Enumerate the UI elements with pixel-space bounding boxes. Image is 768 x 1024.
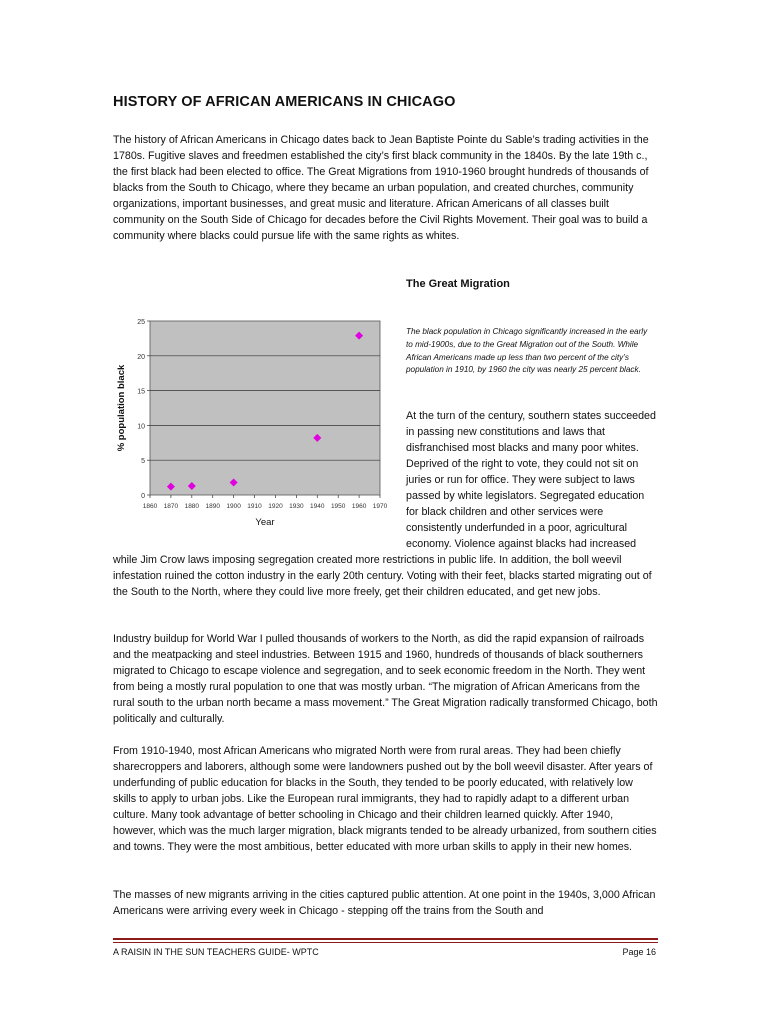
intro-paragraph: The history of African Americans in Chicago dates back to Jean Baptiste Pointe du Sable’s trading activities in the 1780s. Fugitive slaves and freedmen established the city’s first black community in the 1840s. By the late 19th c., the first black had been elected to office. The Great Migrations from 1910-1960 brought hundreds of thousands of blacks from the South to Chicago, where they became an urban population, and created churches, community organizations, important businesses, and great music and literature. African Americans of all classes built community on the South Side of Chicago for decades before the Civil Rights Movement. Their goal was to build a community where blacks could pursue life with the same rights as whites. [113,134,649,242]
paragraph-masses: The masses of new migrants arriving in the cities captured public attention. At one point in the 1940s, 3,000 African Americans were arriving every week in Chicago - stepping off the trains from the South and [113,889,656,917]
y-tick-label: 15 [137,388,145,396]
paragraph-rural-migrants: From 1910-1940, most African Americans who migrated North were from rural areas. They had been chiefly sharecroppers and laborers, although some were landowners pushed out by the boll weevil disaster. After years of underfunding of public education for blacks in the South, they tended to be poorly educated, with relatively low skills to apply to urban jobs. Like the European rural immigrants, they had to rapidly adapt to a different urban culture. Many took advantage of better schooling in Chicago and their children learned quickly. After 1940, however, which was the much larger migration, black migrants tended to be already urbanized, from southern cities and towns. They were the most ambitious, better educated with more urban skills to apply in their new homes. [113,745,657,853]
page-title: HISTORY OF AFRICAN AMERICANS IN CHICAGO [113,94,456,110]
chart-caption: The black population in Chicago significantly increased in the early to mid-1900s, due to the Great Migration out of the South. While African Americans made up less than two percent of the city’s population in 1910, by 1960 the city was nearly 25 percent black. [406,327,648,375]
footer-rule-thin [113,942,658,943]
y-tick-label: 0 [141,493,145,500]
x-tick-label: 1940 [310,503,325,510]
x-tick-label: 1900 [226,503,241,510]
x-tick-label: 1930 [289,503,304,510]
y-tick-label: 5 [141,458,145,466]
footer-rule-thick [113,938,658,940]
x-axis-label: Year [255,517,275,528]
x-tick-label: 1910 [247,503,262,510]
x-tick-label: 1880 [184,503,200,510]
chart-float-spacer [113,408,406,548]
y-tick-label: 25 [137,319,145,326]
x-tick-label: 1890 [205,503,220,510]
y-axis-label: % population black [116,364,127,452]
paragraph-industry: Industry buildup for World War I pulled thousands of workers to the North, as did the rapid expansion of railroads and the meatpacking and steel industries. Between 1915 and 1960, hundreds of thousands of black southerners migrated to Chicago to escape violence and segregation, and to seek economic freedom in the North. They went from being a mostly rural population to one that was mostly urban. “The migration of African Americans from the rural south to the urban north became a mass movement.” The Great Migration radically transformed Chicago, both politically and culturally. [113,633,658,725]
x-tick-label: 1920 [268,503,283,510]
footer-page-number: Page 16 [622,947,656,957]
wrap-paragraph-container [113,408,658,600]
y-tick-label: 20 [137,353,145,361]
x-tick-label: 1950 [330,503,346,510]
wrap-paragraph: At the turn of the century, southern states succeeded in passing new constitutions and laws that disfranchised most blacks and many poor whites. Deprived of the right to vote, they could not sit on juries or run for office. They were subject to laws passed by white legislators. Segregated education for black children and other services were consistently underfunded in a poor, agricultural economy. Violence against blacks had increased while Jim Crow laws imposing segregation created more restrictions in public life. In addition, the boll weevil infestation ruined the cotton industry in the early 20th century. Voting with their feet, blacks started migrating out of the South to the North, where they could live more freely, get their children educated, and get new jobs. [113,410,656,598]
x-tick-label: 1870 [163,503,179,510]
section-heading: The Great Migration [406,278,510,290]
y-tick-label: 10 [137,423,145,431]
footer-guide-title: A RAISIN IN THE SUN TEACHERS GUIDE- WPTC [113,947,319,957]
x-tick-label: 1860 [142,503,158,510]
x-tick-label: 1960 [351,503,367,510]
x-tick-label: 1970 [372,503,388,510]
